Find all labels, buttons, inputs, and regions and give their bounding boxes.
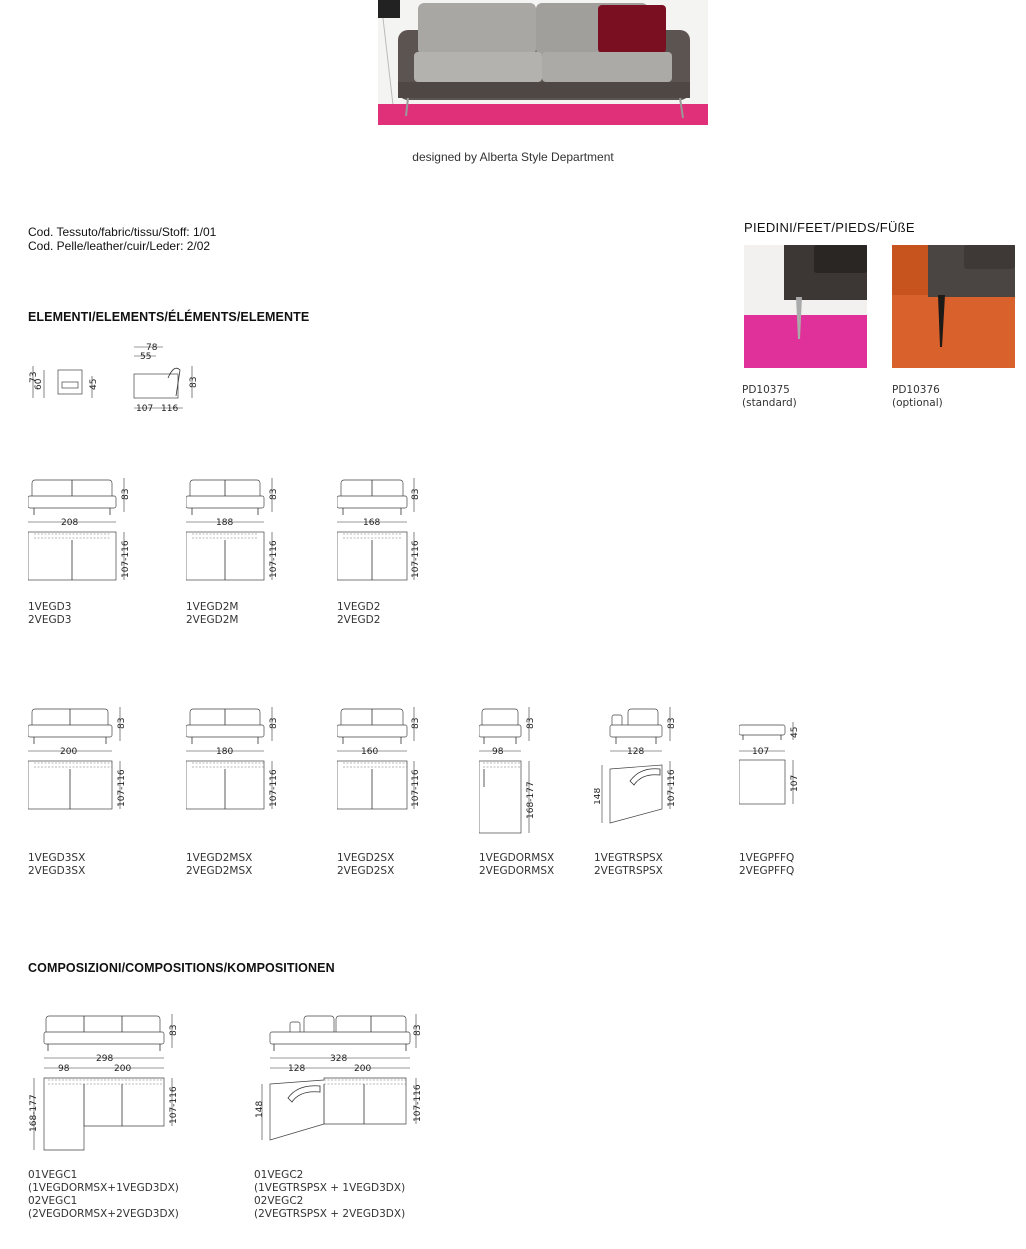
svg-text:107-116: 107-116 <box>121 540 131 578</box>
code-label-1VEGD2MSX: 1VEGD2MSX 2VEGD2MSX <box>186 852 253 877</box>
svg-text:298: 298 <box>96 1054 114 1064</box>
code-label-01VEGC1: 01VEGC1 (1VEGDORMSX+1VEGD3DX) 02VEGC1 (2VEGDORMSX+2VEGD3DX) <box>28 1169 179 1220</box>
code-label-1VEGD2M: 1VEGD2M 2VEGD2M <box>186 601 239 626</box>
svg-text:116: 116 <box>161 404 179 414</box>
svg-text:83: 83 <box>413 1024 423 1036</box>
svg-text:83: 83 <box>411 717 421 729</box>
svg-text:328: 328 <box>330 1054 348 1064</box>
sofa-1VEGD2M <box>186 478 296 588</box>
svg-text:83: 83 <box>269 488 279 500</box>
svg-text:107-116: 107-116 <box>411 769 421 807</box>
composition-01VEGC2 <box>254 1014 429 1159</box>
svg-text:128: 128 <box>288 1064 306 1074</box>
svg-text:148: 148 <box>594 787 603 805</box>
sofa-1VEGD2 <box>337 478 437 588</box>
code-label-1VEGDORMSX: 1VEGDORMSX 2VEGDORMSX <box>479 852 555 877</box>
svg-text:160: 160 <box>361 747 379 757</box>
svg-text:107-116: 107-116 <box>413 1084 423 1122</box>
svg-text:168: 168 <box>363 518 381 528</box>
svg-text:83: 83 <box>121 488 131 500</box>
svg-text:83: 83 <box>169 1024 179 1036</box>
sofa-1VEGD3SX <box>28 707 138 817</box>
svg-text:98: 98 <box>58 1064 70 1074</box>
svg-text:83: 83 <box>189 376 198 388</box>
svg-text:45: 45 <box>89 378 99 390</box>
section-drawings <box>28 338 198 423</box>
svg-text:148: 148 <box>255 1100 265 1118</box>
code-label-1VEGTRSPSX: 1VEGTRSPSX 2VEGTRSPSX <box>594 852 663 877</box>
svg-text:107-116: 107-116 <box>169 1086 179 1124</box>
svg-text:107: 107 <box>790 774 800 792</box>
feet-heading: PIEDINI/FEET/PIEDS/FÜßE <box>744 220 915 235</box>
svg-text:107: 107 <box>752 747 770 757</box>
hero-sofa-photo <box>378 0 708 125</box>
leather-code: Cod. Pelle/leather/cuir/Leder: 2/02 <box>28 239 211 253</box>
svg-text:107-116: 107-116 <box>269 769 279 807</box>
pouf-1VEGPFFQ <box>739 720 809 815</box>
svg-text:107-116: 107-116 <box>667 769 677 807</box>
foot-photo-standard <box>744 245 867 368</box>
foot-label-standard: PD10375 (standard) <box>742 384 797 409</box>
foot-label-optional: PD10376 (optional) <box>892 384 943 409</box>
svg-text:73: 73 <box>29 371 39 383</box>
svg-text:78: 78 <box>146 343 158 353</box>
svg-text:107: 107 <box>136 404 154 414</box>
code-label-1VEGD3: 1VEGD3 2VEGD3 <box>28 601 72 626</box>
svg-text:107-116: 107-116 <box>269 540 279 578</box>
svg-text:128: 128 <box>627 747 645 757</box>
sofa-1VEGDORMSX <box>479 707 549 842</box>
svg-text:200: 200 <box>114 1064 132 1074</box>
sofa-1VEGD2SX <box>337 707 437 817</box>
sofa-1VEGD2MSX <box>186 707 296 817</box>
designer-credit: designed by Alberta Style Department <box>412 150 614 164</box>
svg-text:200: 200 <box>60 747 78 757</box>
svg-text:180: 180 <box>216 747 234 757</box>
svg-text:208: 208 <box>61 518 79 528</box>
svg-text:188: 188 <box>216 518 234 528</box>
code-label-1VEGD2SX: 1VEGD2SX 2VEGD2SX <box>337 852 395 877</box>
svg-text:45: 45 <box>790 726 800 738</box>
svg-text:83: 83 <box>526 717 536 729</box>
composition-01VEGC1 <box>28 1014 193 1159</box>
svg-text:107-116: 107-116 <box>117 769 127 807</box>
code-label-1VEGPFFQ: 1VEGPFFQ 2VEGPFFQ <box>739 852 795 877</box>
sofa-1VEGD3 <box>28 478 138 588</box>
fabric-code: Cod. Tessuto/fabric/tissu/Stoff: 1/01 <box>28 225 217 239</box>
svg-text:55: 55 <box>140 352 152 362</box>
code-label-01VEGC2: 01VEGC2 (1VEGTRSPSX + 1VEGD3DX) 02VEGC2 (2VEGTRSPSX + 2VEGD3DX) <box>254 1169 406 1220</box>
sofa-1VEGTRSPSX <box>594 707 694 832</box>
material-codes <box>28 225 216 253</box>
svg-text:200: 200 <box>354 1064 372 1074</box>
svg-text:107-116: 107-116 <box>411 540 421 578</box>
svg-text:60: 60 <box>34 378 44 390</box>
elements-heading: ELEMENTI/ELEMENTS/ÉLÉMENTS/ELEMENTE <box>28 310 310 324</box>
foot-photo-optional <box>892 245 1015 368</box>
svg-text:83: 83 <box>411 488 421 500</box>
svg-text:83: 83 <box>269 717 279 729</box>
svg-text:168-177: 168-177 <box>526 781 536 819</box>
svg-text:98: 98 <box>492 747 504 757</box>
compositions-heading: COMPOSIZIONI/COMPOSITIONS/KOMPOSITIONEN <box>28 961 335 975</box>
svg-text:83: 83 <box>667 717 677 729</box>
code-label-1VEGD3SX: 1VEGD3SX 2VEGD3SX <box>28 852 86 877</box>
svg-text:83: 83 <box>117 717 127 729</box>
svg-text:168-177: 168-177 <box>29 1094 39 1132</box>
code-label-1VEGD2: 1VEGD2 2VEGD2 <box>337 601 381 626</box>
